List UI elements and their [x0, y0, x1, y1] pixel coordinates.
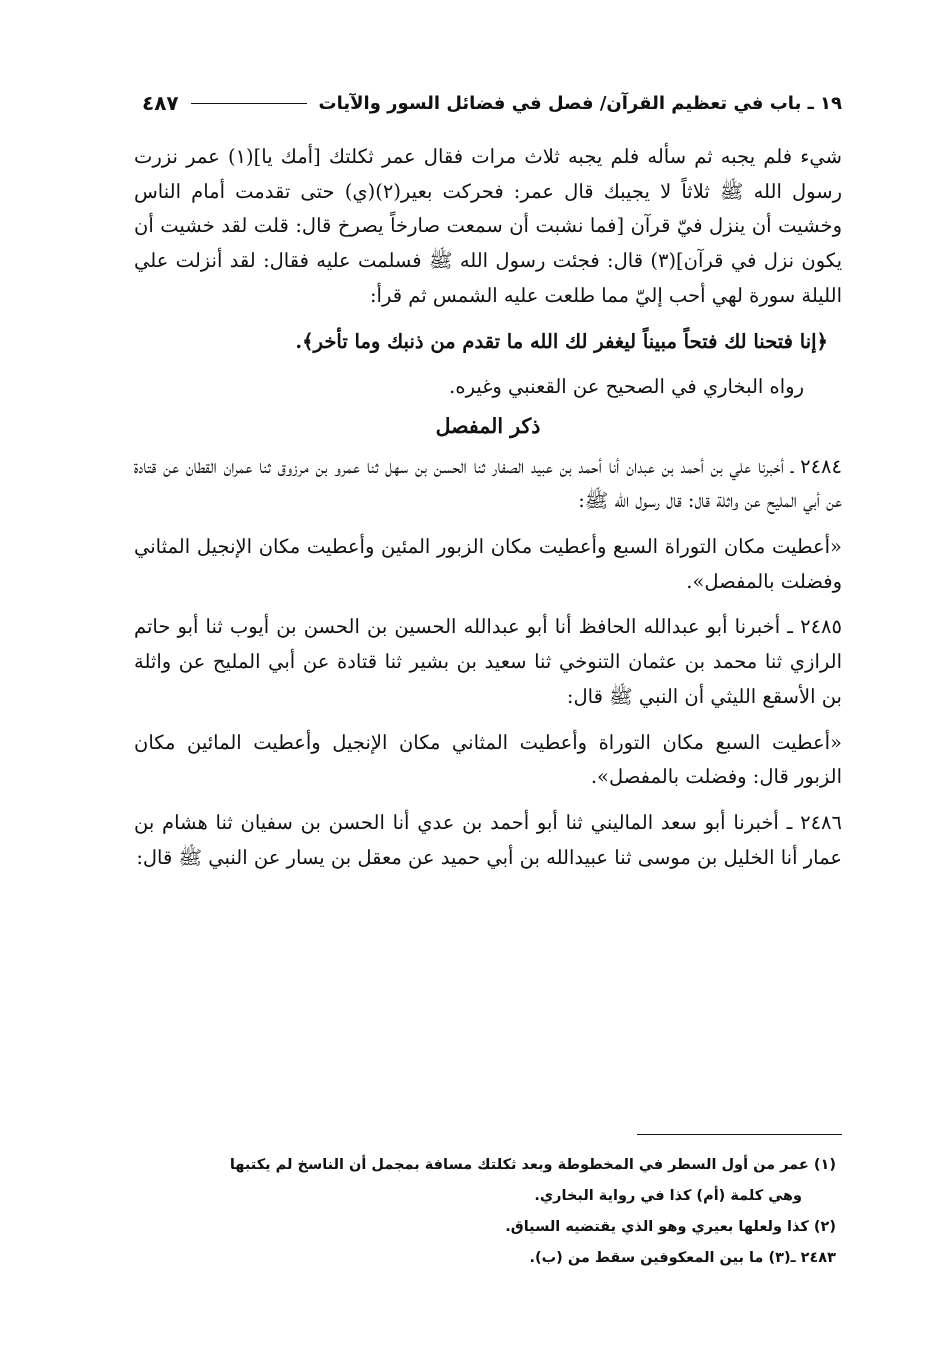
- hadith-number: ٢٤٨٥ ـ: [787, 615, 842, 639]
- hadith-number: ٢٤٨٤ ـ: [790, 454, 843, 478]
- hadith-matn: «أعطيت السبع مكان التوراة وأعطيت المثاني مكان الإنجيل وأعطيت المائين مكان الزبور قال: وفضلت بالمفصل».: [134, 730, 842, 789]
- hadith-2484: [134, 450, 842, 519]
- page-number: ٤٨٧: [142, 91, 179, 115]
- hadith-number: ٢٤٨٦ ـ: [786, 810, 842, 834]
- header-rule: [191, 103, 307, 104]
- hadith-matn: «أعطيت مكان التوراة السبع وأعطيت مكان الزبور المئين وأعطيت مكان الإنجيل المثاني وفضلت بالمفصل».: [134, 535, 842, 593]
- hadith-2486: [134, 806, 842, 875]
- footnote-1-continued: وهي كلمة (أم) كذا في رواية البخاري.: [534, 1188, 802, 1204]
- section-heading: ذكر المفصل: [435, 413, 541, 438]
- narration-note: رواه البخاري في الصحيح عن القعنبي وغيره.: [449, 375, 804, 399]
- footnote-2: (٢) كذا ولعلها بعيري وهو الذي يقتضيه السياق.: [505, 1219, 836, 1235]
- hadith-isnad: أخبرنا أبو عبدالله الحافظ أنا أبو عبدالله الحسين بن الحسن بن أيوب ثنا أبو حاتم الرازي ثنا محمد بن عثمان التنوخي ثنا سعيد بن بشير ثنا قتادة عن أبي المليح عن واثلة بن الأسقع الليثي أن النبي ﷺ قال:: [134, 615, 842, 708]
- main-text: [134, 140, 842, 875]
- footnote-1: (١) عمر من أول السطر في المخطوطة وبعد ثكلتك مسافة بمجمل أن الناسخ لم يكتبها: [229, 1157, 836, 1173]
- hadith-isnad: أخبرنا أبو سعد الماليني ثنا أبو أحمد بن عدي أنا الحسن بن سفيان ثنا هشام بن عمار أنا الخليل بن موسى ثنا عبيدالله بن أبي حميد عن معقل بن يسار عن النبي ﷺ قال:: [134, 810, 842, 869]
- footnotes: [130, 1150, 836, 1274]
- footnote-3: ٢٤٨٣ ـ(٣) ما بين المعكوفين سقط من (ب).: [529, 1250, 836, 1266]
- running-header: [142, 86, 842, 120]
- footnote-separator: [637, 1134, 842, 1135]
- paragraph-continued: شيء فلم يجبه ثم سأله فلم يجبه ثلاث مرات فقال عمر ثكلتك [أمك يا](١) عمر نزرت رسول الله ﷺ ثلاثاً لا يجيبك قال عمر: فحركت بعير(٢)(ي) حتى تقدمت أمام الناس وخشيت أن ينزل فيّ قرآن [فما نشبت أن سمعت صارخاً يصرخ قال: قلت لقد خشيت أن يكون نزل في قرآن](٣) قال: فجئت رسول الله ﷺ فسلمت عليه فقال: لقد أنزلت علي الليلة سورة لهي أحب إليّ مما طلعت عليه الشمس ثم قرأ:: [134, 145, 843, 307]
- hadith-2485: [134, 610, 842, 714]
- quran-verse: ﴿إنا فتحنا لك فتحاً مبيناً ليغفر لك الله ما تقدم من ذنبك وما تأخر﴾.: [295, 329, 828, 353]
- hadith-isnad: أخبرنا علي بن أحمد بن عبدان أنا أحمد بن عبيد الصفار ثنا الحسن بن سهل ثنا عمرو بن مرزوق ثنا عمران القطان عن قتادة عن أبي المليح عن واثلة قال: قال رسول الله ﷺ:: [134, 454, 842, 513]
- chapter-title: ١٩ ـ باب في تعظيم القرآن/ فصل في فضائل السور والآيات: [318, 92, 842, 114]
